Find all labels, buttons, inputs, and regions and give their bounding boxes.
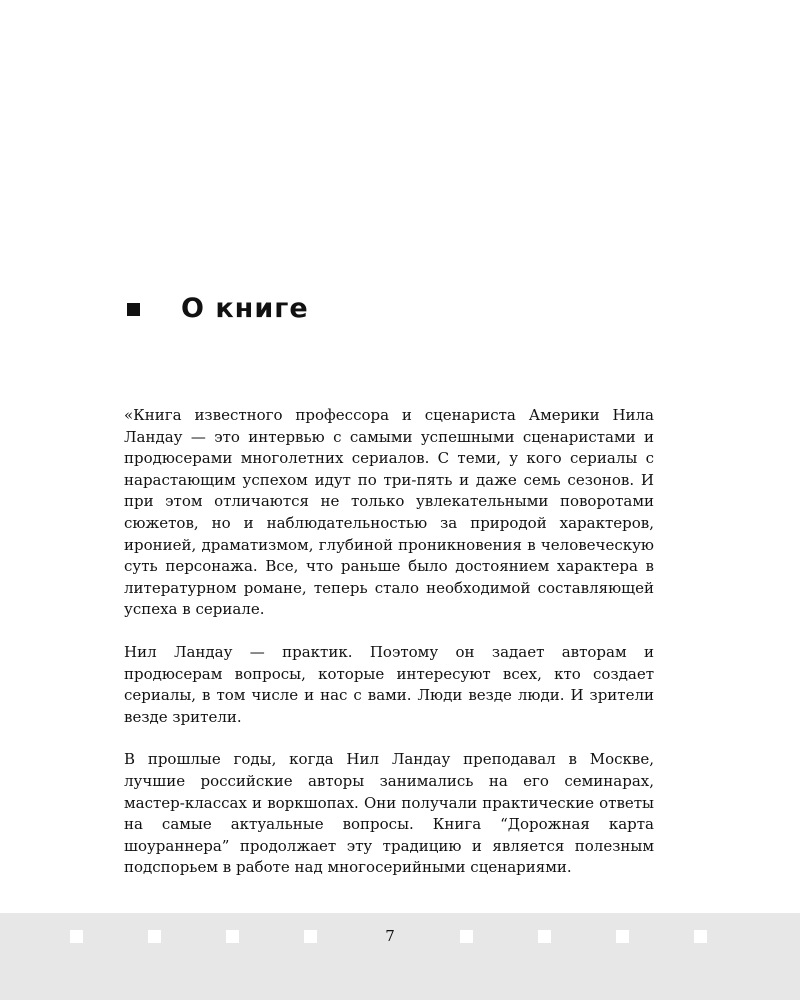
page-footer bbox=[0, 913, 800, 1000]
heading-bullet-icon bbox=[127, 303, 140, 316]
footer-square-icon bbox=[304, 930, 317, 943]
footer-square-icon bbox=[694, 930, 707, 943]
page-title: О книге bbox=[181, 293, 309, 324]
paragraph-3: В прошлые годы, когда Нил Ландау преподавал в Москве, лучшие российские авторы занимались на его семинарах, мастер-классах и воркшопах. Они получали практические ответы на самые актуальные вопросы. Книга “Дорожная карта шоураннера” продолжает эту традицию и является полезным подспорьем в работе над многосерийными сценариями. bbox=[124, 750, 654, 877]
footer-square-icon bbox=[460, 930, 473, 943]
footer-square-icon bbox=[538, 930, 551, 943]
footer-square-icon bbox=[70, 930, 83, 943]
section-heading bbox=[127, 291, 309, 327]
body-text bbox=[124, 405, 654, 879]
footer-square-icon bbox=[226, 930, 239, 943]
paragraph-2: Нил Ландау — практик. Поэтому он задает авторам и продюсерам вопросы, которые интересуют всех, кто создает сериалы, в том числе и нас с вами. Люди везде люди. И зрители везде зрители. bbox=[124, 642, 654, 726]
footer-square-icon bbox=[616, 930, 629, 943]
footer-square-icon bbox=[148, 930, 161, 943]
page-number: 7 bbox=[385, 927, 395, 945]
paragraph-1: «Книга известного профессора и сценариста Америки Нила Ландау — это интервью с самыми успешными сценаристами и продюсерами многолетних сериалов. С теми, у кого сериалы с нарастающим успехом идут по три-пять и даже семь сезонов. И при этом отличаются не только увлекательными поворотами сюжетов, но и наблюдательностью за природой характеров, иронией, драматизмом, глубиной проникновения в человеческую суть персонажа. Все, что раньше было достоянием характера в литературном романе, теперь стало необходимой составляющей успеха в сериале. bbox=[124, 406, 654, 619]
